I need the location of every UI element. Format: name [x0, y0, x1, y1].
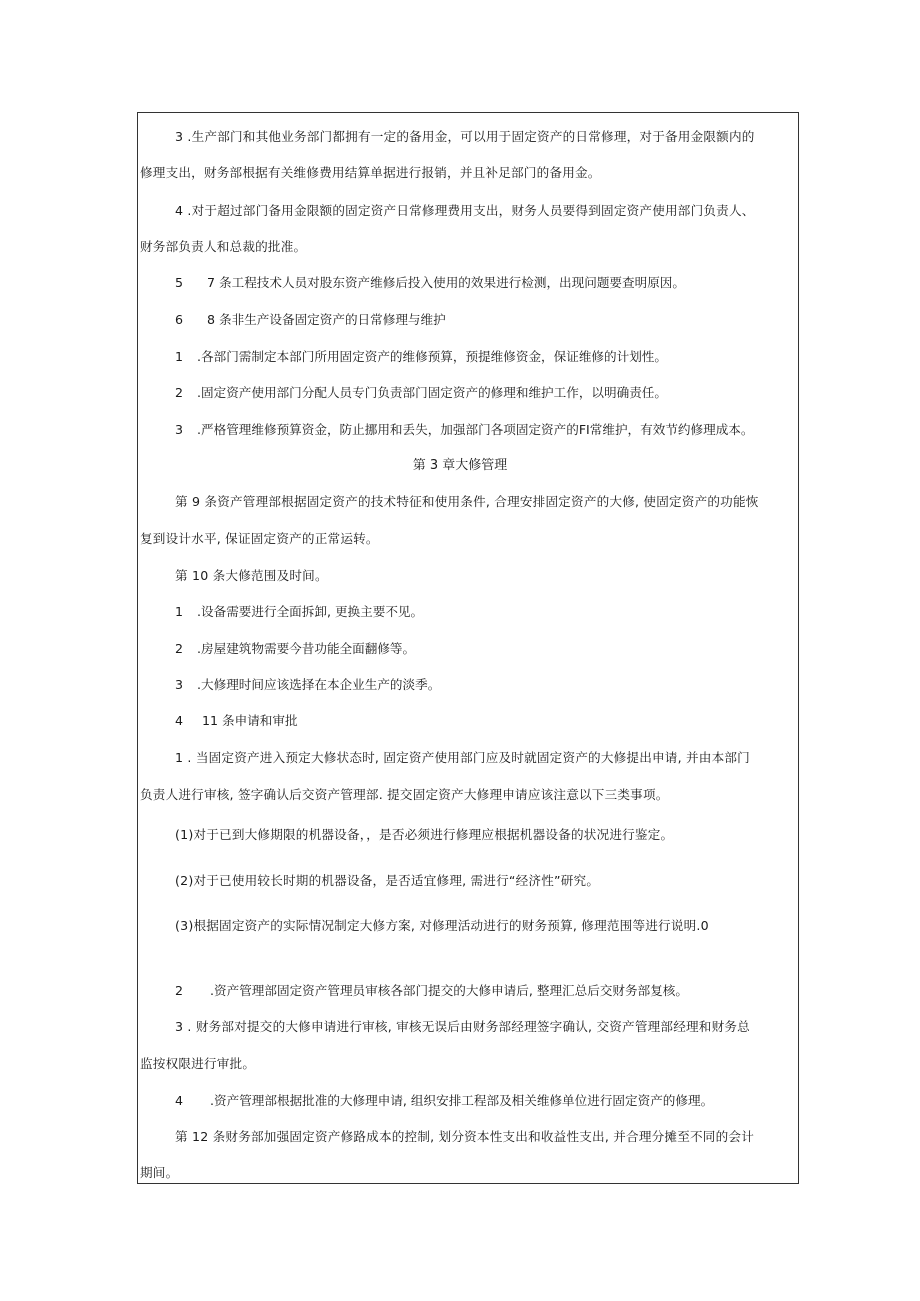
- list-item: .严格管理维修预算资金，防止挪用和丢失，加强部门各项固定资产的FI常维护，有效节约修理成本。: [197, 422, 754, 437]
- list-number: 2: [175, 983, 184, 998]
- list-number: 4: [175, 713, 184, 728]
- paragraph-line: 3 .生产部门和其他业务部门都拥有一定的备用金，可以用于固定资产的日常修理，对于备用金限额内的: [175, 129, 755, 144]
- paragraph-line: 期间。: [140, 1165, 179, 1180]
- paragraph-line: 第 9 条资产管理部根据固定资产的技术特征和使用条件, 合理安排固定资产的大修, 使固定资产的功能恢: [175, 494, 759, 509]
- list-item: .大修理时间应该选择在本企业生产的淡季。: [197, 677, 441, 692]
- paragraph-line: 财务部负责人和总裁的批准。: [140, 239, 307, 254]
- list-number: 2: [175, 641, 184, 656]
- list-item: .各部门需制定本部门所用固定资产的维修预算，预提维修资金，保证维修的计划性。: [197, 349, 667, 364]
- list-number: 3: [175, 422, 184, 437]
- paragraph-line: 第 10 条大修范围及时间。: [175, 568, 328, 583]
- paragraph-line: (1)对于已到大修期限的机器设备，，是否必须进行修理应根据机器设备的状况进行鉴定。: [175, 827, 674, 842]
- paragraph-line: 修理支出，财务部根据有关维修费用结算单据进行报销，并且补足部门的备用金。: [140, 165, 601, 180]
- list-item: .资产管理部根据批准的大修理申请, 组织安排工程部及相关维修单位进行固定资产的修理。: [210, 1093, 714, 1108]
- paragraph-line: 1 . 当固定资产进入预定大修状态时, 固定资产使用部门应及时就固定资产的大修提出申请, 并由本部门: [175, 750, 750, 765]
- paragraph-line: 复到设计水平, 保证固定资产的正常运转。: [140, 531, 379, 546]
- paragraph-line: 负责人进行审核, 签字确认后交资产管理部. 提交固定资产大修理申请应该注意以下三类事项。: [140, 787, 669, 802]
- article-line: 7 条工程技术人员对股东资产维修后投入使用的效果进行检测，出现问题要查明原因。: [207, 275, 685, 290]
- article-line: 8 条非生产设备固定资产的日常修理与维护: [207, 312, 446, 327]
- list-item: .资产管理部固定资产管理员审核各部门提交的大修申请后, 整理汇总后交财务部复核。: [210, 983, 688, 998]
- list-number: 1: [175, 604, 184, 619]
- list-number: 3: [175, 677, 184, 692]
- paragraph-line: 3 . 财务部对提交的大修申请进行审核, 审核无误后由财务部经理签字确认, 交资产管理部经理和财务总: [175, 1019, 750, 1034]
- list-number: 1: [175, 349, 184, 364]
- list-number: 5: [175, 275, 184, 290]
- chapter-heading: 第 3 章大修管理: [412, 458, 508, 473]
- paragraph-line: 第 12 条财务部加强固定资产修路成本的控制, 划分资本性支出和收益性支出, 并合理分摊至不同的会计: [175, 1129, 754, 1144]
- paragraph-line: 4 .对于超过部门备用金限额的固定资产日常修理费用支出，财务人员要得到固定资产使用部门负责人、: [175, 203, 755, 218]
- paragraph-line: (3)根据固定资产的实际情况制定大修方案, 对修理活动进行的财务预算, 修理范围等进行说明.0: [175, 918, 709, 933]
- list-number: 6: [175, 312, 184, 327]
- list-item: .房屋建筑物需要今昔功能全面翻修等。: [197, 641, 416, 656]
- paragraph-line: 监按权限进行审批。: [140, 1056, 256, 1071]
- paragraph-line: (2)对于已使用较长时期的机器设备，是否适宜修理, 需进行“经济性”研究。: [175, 873, 600, 888]
- list-number: 2: [175, 385, 184, 400]
- list-number: 4: [175, 1093, 184, 1108]
- list-item: .设备需要进行全面拆卸, 更换主要不见。: [197, 604, 424, 619]
- article-line: 11 条申请和审批: [202, 713, 298, 728]
- list-item: .固定资产使用部门分配人员专门负责部门固定资产的修理和维护工作，以明确责任。: [197, 385, 667, 400]
